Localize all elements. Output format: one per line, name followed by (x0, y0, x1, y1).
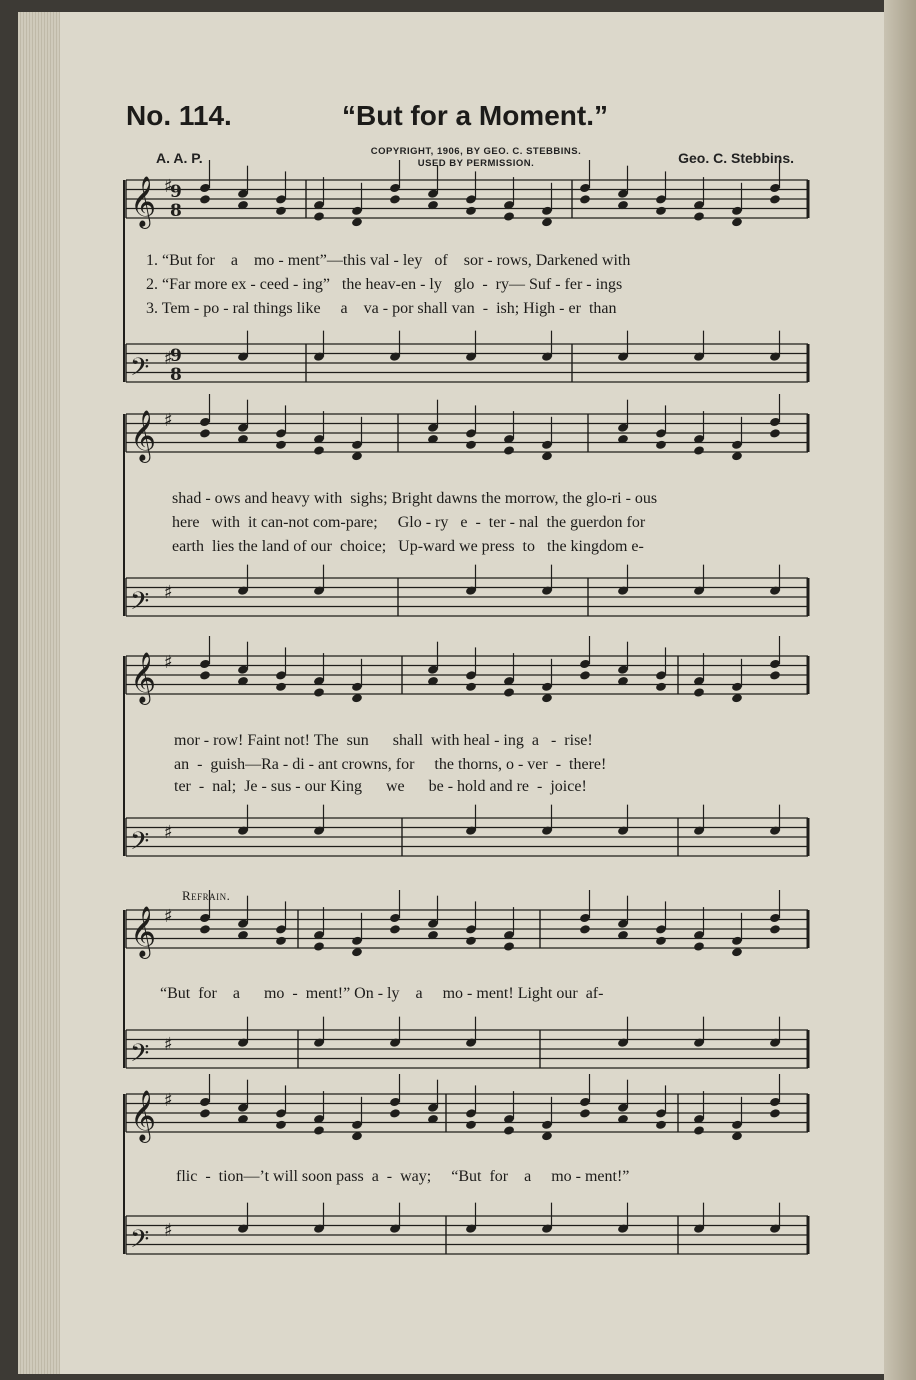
time-signature-bottom: 8 (170, 365, 182, 385)
note-head (579, 194, 591, 205)
note-head (313, 941, 325, 952)
note-head (313, 687, 325, 698)
key-signature-sharp: ♯ (164, 176, 173, 197)
note-head (769, 1108, 781, 1119)
note-head (275, 1120, 287, 1131)
note-head (465, 1120, 477, 1131)
composer-credit: Geo. C. Stebbins. (678, 150, 794, 166)
key-signature-sharp: ♯ (164, 410, 173, 431)
note-head (579, 670, 591, 681)
note-head (503, 211, 515, 222)
key-signature-sharp: ♯ (164, 652, 173, 673)
bass-clef: 𝄢 (130, 353, 150, 388)
note-head (389, 924, 401, 935)
hymn-title: “But for a Moment.” (342, 100, 608, 131)
note-head (275, 206, 287, 217)
note-head (693, 1125, 705, 1136)
note-head (503, 687, 515, 698)
lyric-line: 3. Tem - po - ral things like a va - por shall van - ish; High - er than (146, 300, 617, 317)
lyric-line: 2. “Far more ex - ceed - ing” the heav-en - ly glo - ry— Suf - fer - ings (146, 276, 623, 293)
note-head (199, 428, 211, 439)
permission-line: USED BY PERMISSION. (417, 158, 535, 169)
lyricist-credit: A. A. P. (156, 150, 203, 166)
note-head (693, 445, 705, 456)
note-head (199, 194, 211, 205)
note-head (579, 1108, 591, 1119)
note-head (693, 211, 705, 222)
lyric-line: shad - ows and heavy with sighs; Bright dawns the morrow, the glo-ri - ous (172, 490, 658, 507)
lyric-line: earth lies the land of our choice; Up-ward we press to the kingdom e- (172, 538, 644, 555)
note-head (503, 941, 515, 952)
lyric-line: an - guish—Ra - di - ant crowns, for the thorns, o - ver - there! (174, 756, 607, 773)
note-head (579, 924, 591, 935)
bass-clef: 𝄢 (130, 587, 150, 622)
note-head (465, 936, 477, 947)
treble-clef: 𝄞 (130, 410, 157, 461)
lyric-line: ter - nal; Je - sus - our King we be - hold and re - joice! (174, 778, 587, 795)
note-head (275, 440, 287, 451)
treble-clef: 𝄞 (130, 906, 157, 957)
note-head (313, 1125, 325, 1136)
note-head (465, 440, 477, 451)
treble-clef: 𝄞 (130, 652, 157, 703)
lyric-line: here with it can-not com-pare; Glo - ry e - ter - nal the guerdon for (172, 514, 646, 531)
treble-clef: 𝄞 (130, 176, 157, 227)
note-head (503, 445, 515, 456)
time-signature-bottom: 8 (170, 201, 182, 221)
key-signature-sharp: ♯ (164, 906, 173, 927)
key-signature-sharp: ♯ (164, 1090, 173, 1111)
note-head (769, 428, 781, 439)
bass-clef: 𝄢 (130, 827, 150, 862)
bass-clef: 𝄢 (130, 1039, 150, 1074)
key-signature-sharp: ♯ (164, 348, 173, 369)
treble-clef: 𝄞 (130, 1090, 157, 1141)
hymn-number: No. 114. (126, 100, 232, 131)
note-head (693, 687, 705, 698)
lyric-line: “But for a mo - ment!” On - ly a mo - ment! Light our af- (160, 985, 604, 1002)
lyric-line: flic - tion—’t will soon pass a - way; “But for a mo - ment!” (176, 1168, 630, 1185)
note-head (655, 1120, 667, 1131)
lyric-line: mor - row! Faint not! The sun shall with heal - ing a - rise! (174, 732, 593, 749)
note-head (693, 941, 705, 952)
note-head (769, 194, 781, 205)
key-signature-sharp: ♯ (164, 822, 173, 843)
key-signature-sharp: ♯ (164, 1220, 173, 1241)
note-head (655, 682, 667, 693)
time-signature-top: 9 (170, 346, 182, 366)
note-head (655, 440, 667, 451)
note-head (199, 924, 211, 935)
note-head (275, 682, 287, 693)
note-head (503, 1125, 515, 1136)
note-head (465, 682, 477, 693)
note-head (199, 1108, 211, 1119)
key-signature-sharp: ♯ (164, 1034, 173, 1055)
refrain-label: Refrain. (182, 888, 231, 903)
lyric-line: 1. “But for a mo - ment”—this val - ley of sor - rows, Darkened with (146, 252, 631, 269)
note-head (313, 211, 325, 222)
note-head (199, 670, 211, 681)
key-signature-sharp: ♯ (164, 582, 173, 603)
note-head (769, 670, 781, 681)
note-head (769, 924, 781, 935)
note-head (465, 206, 477, 217)
note-head (655, 206, 667, 217)
note-head (389, 194, 401, 205)
note-head (275, 936, 287, 947)
time-signature-top: 9 (170, 182, 182, 202)
note-head (313, 445, 325, 456)
note-head (655, 936, 667, 947)
note-head (389, 1108, 401, 1119)
copyright-line: COPYRIGHT, 1906, BY GEO. C. STEBBINS. (370, 146, 582, 157)
bass-clef: 𝄢 (130, 1225, 150, 1260)
